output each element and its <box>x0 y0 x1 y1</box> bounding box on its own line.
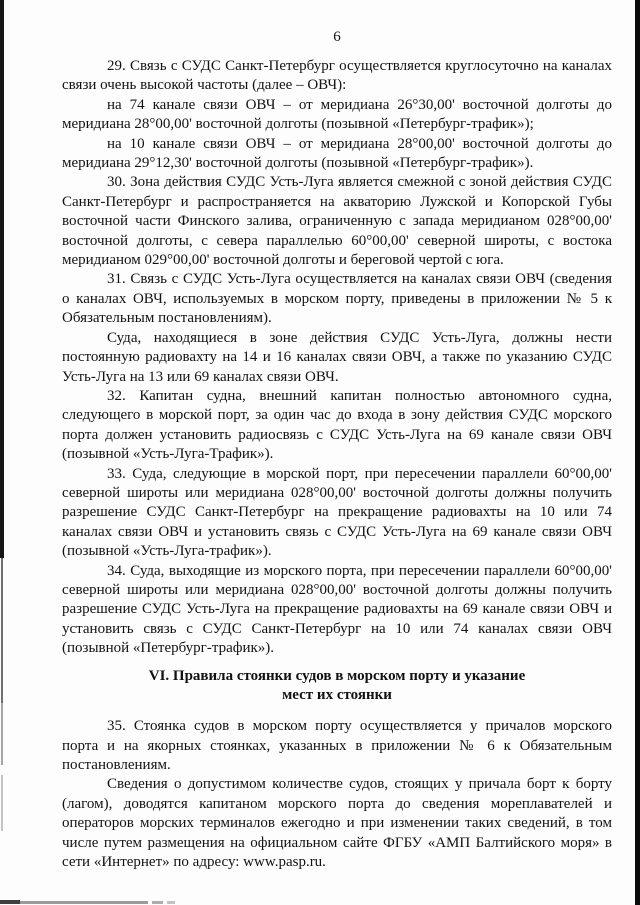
scan-bottom-line-segment-3 <box>152 901 163 904</box>
paragraph-33: 33. Суда, следующие в морской порт, при пересечении параллели 60°00,00' северной широты или меридиана 028°00,00' восточной долготы должны получить разрешение СУДС Санкт-Петербург на прекращение радиовахты на 10 или 74 каналах связи ОВЧ и установить связь с СУДС Усть-Луга на 69 канале связи ОВЧ (позывной «Усть-Луга-трафик»). <box>62 465 612 560</box>
scan-bottom-line-segment-1 <box>0 900 20 904</box>
scan-bottom-line-segment-2 <box>20 901 148 904</box>
paragraph-29: 29. Связь с СУДС Санкт-Петербург осуществляется круглосуточно на каналах связи очень высокой частоты (далее – ОВЧ): <box>62 58 612 94</box>
paragraph-32: 32. Капитан судна, внешний капитан полностью автономного судна, следующего в морской порт, за один час до входа в зону действия СУДС морского порта должен установить радиосвязь с СУДС Усть-Луга на 69 канале связи ОВЧ (позывной «Усть-Луга-Трафик»). <box>62 387 612 463</box>
document-body <box>62 57 612 872</box>
scan-edge-left-bar-fade-1 <box>1 558 3 703</box>
scan-edge-left-bar-fade-2 <box>1 703 3 765</box>
section-vi-heading-line2: мест их стоянки <box>282 687 392 704</box>
section-vi-heading <box>62 667 612 707</box>
paragraph-31-continued: Суда, находящиеся в зоне действия СУДС Усть-Луга, должны нести постоянную радиовахту на 14 и 16 каналах связи ОВЧ, а также по указанию СУДС Усть-Луга на 13 или 69 каналах связи ОВЧ. <box>62 329 612 385</box>
paragraph-35-continued: Сведения о допустимом количестве судов, стоящих у причала борт к борту (лагом), доводятся капитаном морского порта до сведения мореплавателей и операторов морских терминалов ежегодно и при изменении таких сведений, в том числе путем размещения на официальном сайте ФГБУ «АМП Балтийского моря» в сети «Интернет» по адресу: www.pasp.ru. <box>62 776 612 871</box>
paragraph-29-channel-10: на 10 канале связи ОВЧ – от меридиана 28°00,00' восточной долготы до меридиана 29°12,30' восточной долготы (позывной «Петербург-трафик»). <box>62 135 612 172</box>
paragraph-30: 30. Зона действия СУДС Усть-Луга является смежной с зоной действия СУДС Санкт-Петербург и распространяется на акваторию Лужской и Копорской Губы восточной части Финского залива, ограниченную с запада меридианом 028°00,00' восточной долготы, с севера параллелью 60°00,00' северной широты, с востока меридианом 029°00,00' восточной долготы и береговой чертой с юга. <box>62 174 612 269</box>
paragraph-35: 35. Стоянка судов в морском порту осуществляется у причалов морского порта и на якорных стоянках, указанных в приложении № 6 к Обязательным постановлениям. <box>62 718 612 773</box>
scan-bottom-line-segment-4 <box>167 901 175 904</box>
paragraph-31: 31. Связь с СУДС Усть-Луга осуществляется на каналах связи ОВЧ (сведения о каналах ОВЧ, используемых в морском порту, приведены в приложении № 5 к Обязательным постановлениям). <box>62 271 612 327</box>
paragraph-29-channel-74: на 74 канале связи ОВЧ – от меридиана 26°30,00' восточной долготы до меридиана 28°00,00' восточной долготы (позывной «Петербург-трафик»); <box>62 96 612 133</box>
page-number: 6 <box>333 29 341 45</box>
scan-edge-right-bar <box>635 0 640 905</box>
paragraph-34: 34. Суда, выходящие из морского порта, при пересечении параллели 60°00,00' северной широты или меридиана 028°00,00' восточной долготы должны получить разрешение СУДС Усть-Луга на прекращение радиовахты на 69 канале связи ОВЧ и установить связь с СУДС Санкт-Петербург на 10 или 74 каналах связи ОВЧ (позывной «Петербург-трафик»). <box>62 562 612 657</box>
scan-edge-left-bar <box>0 0 4 558</box>
section-vi-heading-line1: VI. Правила стоянки судов в морском порту и указание <box>148 667 526 684</box>
scan-edge-left-bar-fade-3 <box>1 775 3 831</box>
